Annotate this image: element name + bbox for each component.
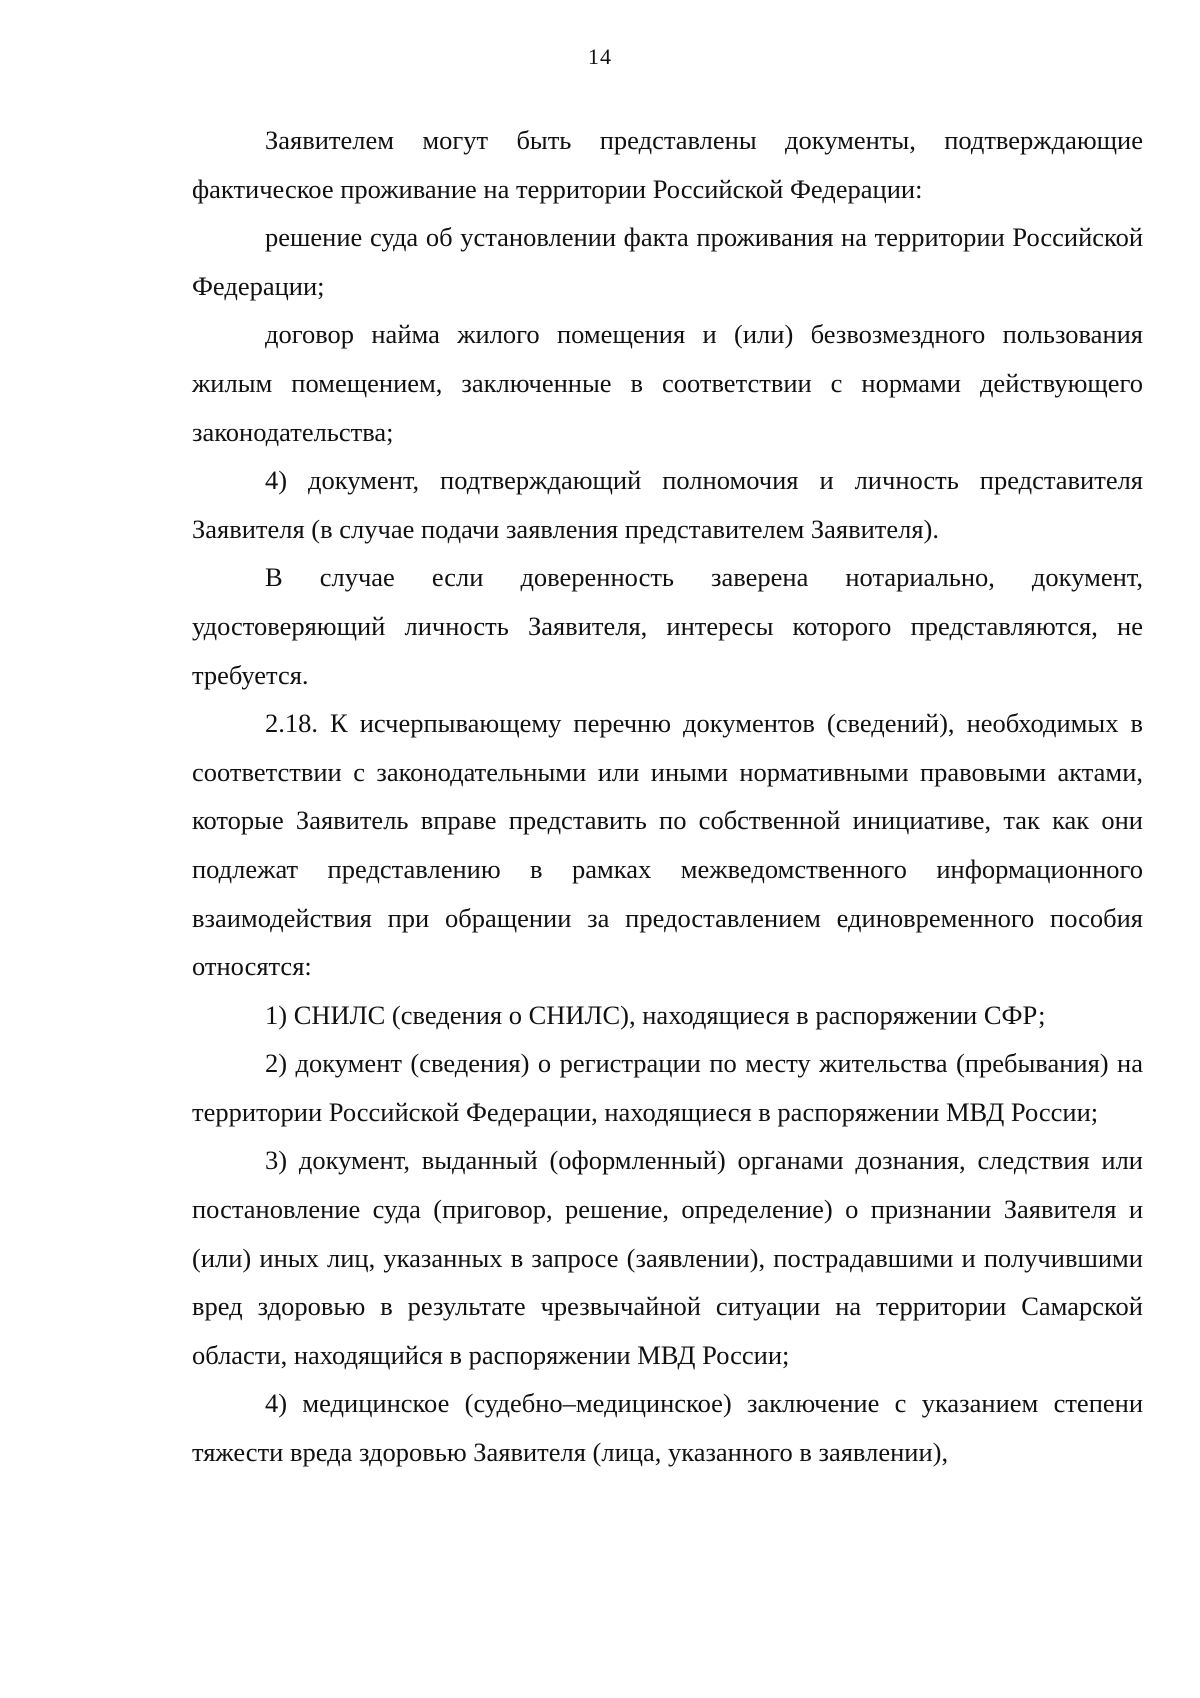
page-number: 14 [588,44,612,69]
document-body [192,116,1143,1477]
paragraph: 3) документ, выданный (оформленный) органами дознания, следствия или постановление суда (приговор, решение, определение) о признании Заявителя и (или) иных лиц, указанных в запросе (заявлении), пострадавшими и получившими вред здоровью в результате чрезвычайной ситуации на территории Самарской области, находящийся в распоряжении МВД России; [192,1145,1143,1370]
paragraph: Заявителем могут быть представлены документы, подтверждающие фактическое проживание на территории Российской Федерации: [192,125,1143,204]
paragraph: 2.18. К исчерпывающему перечню документов (сведений), необходимых в соответствии с законодательными или иными нормативными правовыми актами, которые Заявитель вправе представить по собственной инициативе, так как они подлежат представлению в рамках межведомственного информационного взаимодействия при обращении за предоставлением единовременного пособия относятся: [192,708,1143,982]
paragraph: решение суда об установлении факта проживания на территории Российской Федерации; [192,222,1143,301]
paragraph: 4) медицинское (судебно–медицинское) заключение с указанием степени тяжести вреда здоровью Заявителя (лица, указанного в заявлении), [192,1388,1143,1468]
paragraph: договор найма жилого помещения и (или) безвозмездного пользования жилым помещением, заключенные в соответствии с нормами действующего законодательства; [192,319,1143,447]
paragraph: В случае если доверенность заверена нотариально, документ, удостоверяющий личность Заявителя, интересы которого представляются, не требуется. [192,562,1143,690]
paragraph: 1) СНИЛС (сведения о СНИЛС), находящиеся в распоряжении СФР; [265,999,1046,1030]
paragraph: 2) документ (сведения) о регистрации по месту жительства (пребывания) на территории Российской Федерации, находящиеся в распоряжении МВД России; [192,1048,1143,1127]
paragraph: 4) документ, подтверждающий полномочия и личность представителя Заявителя (в случае подачи заявления представителем Заявителя). [192,465,1143,544]
